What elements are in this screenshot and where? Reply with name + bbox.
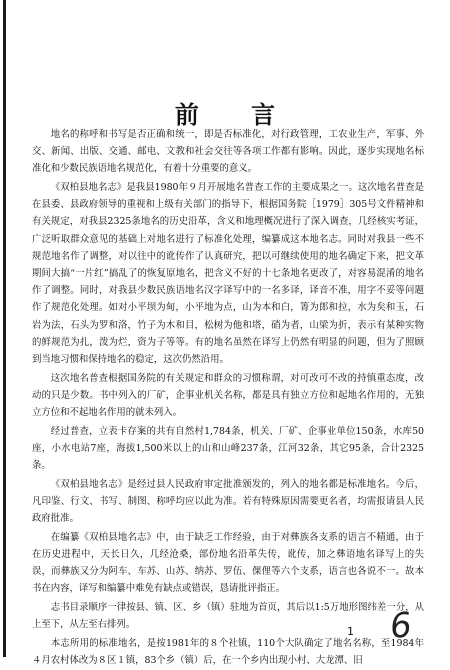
paragraph: 《双柏县地名志》是我县1980年９月开展地名普查工作的主要成果之一。这次地名普查是在县委、县政府领导的重视和上级有关部门的指导下，根据国务院［1979］305号文件精神和有关规定，对我县2325条地名的历史沿革，含义和地理概况进行了深入调查，几经核实考证，广泛听取群众意见的基础上对地名进行了标准化处理，编纂成这本地名志。同时对我县一些不规范地名作了调整，对以往中的讹传作了认真研究，把以可继续使用的地名确定下来，把文革期间大搞“一片红”搞乱了的恢复原地名，把含义不好的十七条地名更改了，对容易混淆的地名作了调整。同时，对我县少数民族语地名汉字译写中的一名多译，译音不准，用字不妥等问题作了规范化处理。如对小平坝为甸，小平地为点，山为本和白，箐为郎和拉，水为矣和玉，石岩为法，石头为罗和洛，竹子为木和目，松树为他和塔，硝为者，山梁为折，表示有某种实物的鲜规范为扎，泼为烂，资为子等等。有的地名虽然在译写上仍然有明显的问题，但为了照顾到当地习惯和保持地名的稳定，这次仍然沿用。 xyxy=(32,182,424,366)
paragraph: 《双柏县地名志》是经过县人民政府审定批准颁发的，列入的地名都是标准地名。今后，凡印鉴、行文、书写、制图、称呼均应以此为准。若有特殊原因需要更名者，均需报请县人民政府批准。 xyxy=(32,478,424,525)
paragraph: 本志所用的标准地名，是按1981年的８个社镇，110个大队确定了地名名称，至1984年４月农村体改为８区１镇，83个乡（镇）后，在一个乡内出现小村、大龙潭、旧 xyxy=(32,637,424,666)
paragraph: 经过普查，立表卡存案的共有自然村1,784条，机关、厂矿、企事业单位150条，水库50座，小水电站7座，海拔1,500米以上的山和山峰237条，江河32条，其它95条，合计2325条。 xyxy=(32,425,424,472)
paragraph: 志书目录顺序一律按县、镇、区、乡（镇）驻地为首页，其后以1:5万地形图纬差一分，从上至下，从左至右排列。 xyxy=(32,601,424,631)
paragraph: 这次地名普查根据国务院的有关规定和群众的习惯称谓，对可改可不改的持慎重态度，改动的只是少数。书中列入的厂矿，企事业机关名称，都是具有独立方位和起地名作用的，无独立方位和不起地名作用的就未列入。 xyxy=(32,372,424,419)
preface-body xyxy=(32,126,424,670)
page-title: 前 言 xyxy=(174,100,298,129)
page-number: 1 xyxy=(347,625,354,638)
paragraph: 地名的称呼和书写是否正确和统一，即是否标准化，对行政管理，工农业生产，军事、外交、新闻、出版、交通、邮电、文教和社会交往等各项工作都有影响。因此，逐步实现地名标准化和少数民族语地名规范化，有着十分重要的意义。 xyxy=(32,129,424,175)
handwritten-mark: 6 xyxy=(387,604,414,648)
paragraph: 在编纂《双柏县地名志》中，由于缺乏工作经验，由于对彝族各支系的语言不精通，由于在历史进程中，天长日久，几经沧桑，部份地名沿革失传，讹传，加之彝语地名译写上的失误，而彝族又分为阿车、车苏、山苏、纳苏、罗伍、倮俚等六个支系，语言也各说不一。故本书在内容，译写和编纂中难免有缺点或错误，恳请批评指正。 xyxy=(32,531,424,595)
